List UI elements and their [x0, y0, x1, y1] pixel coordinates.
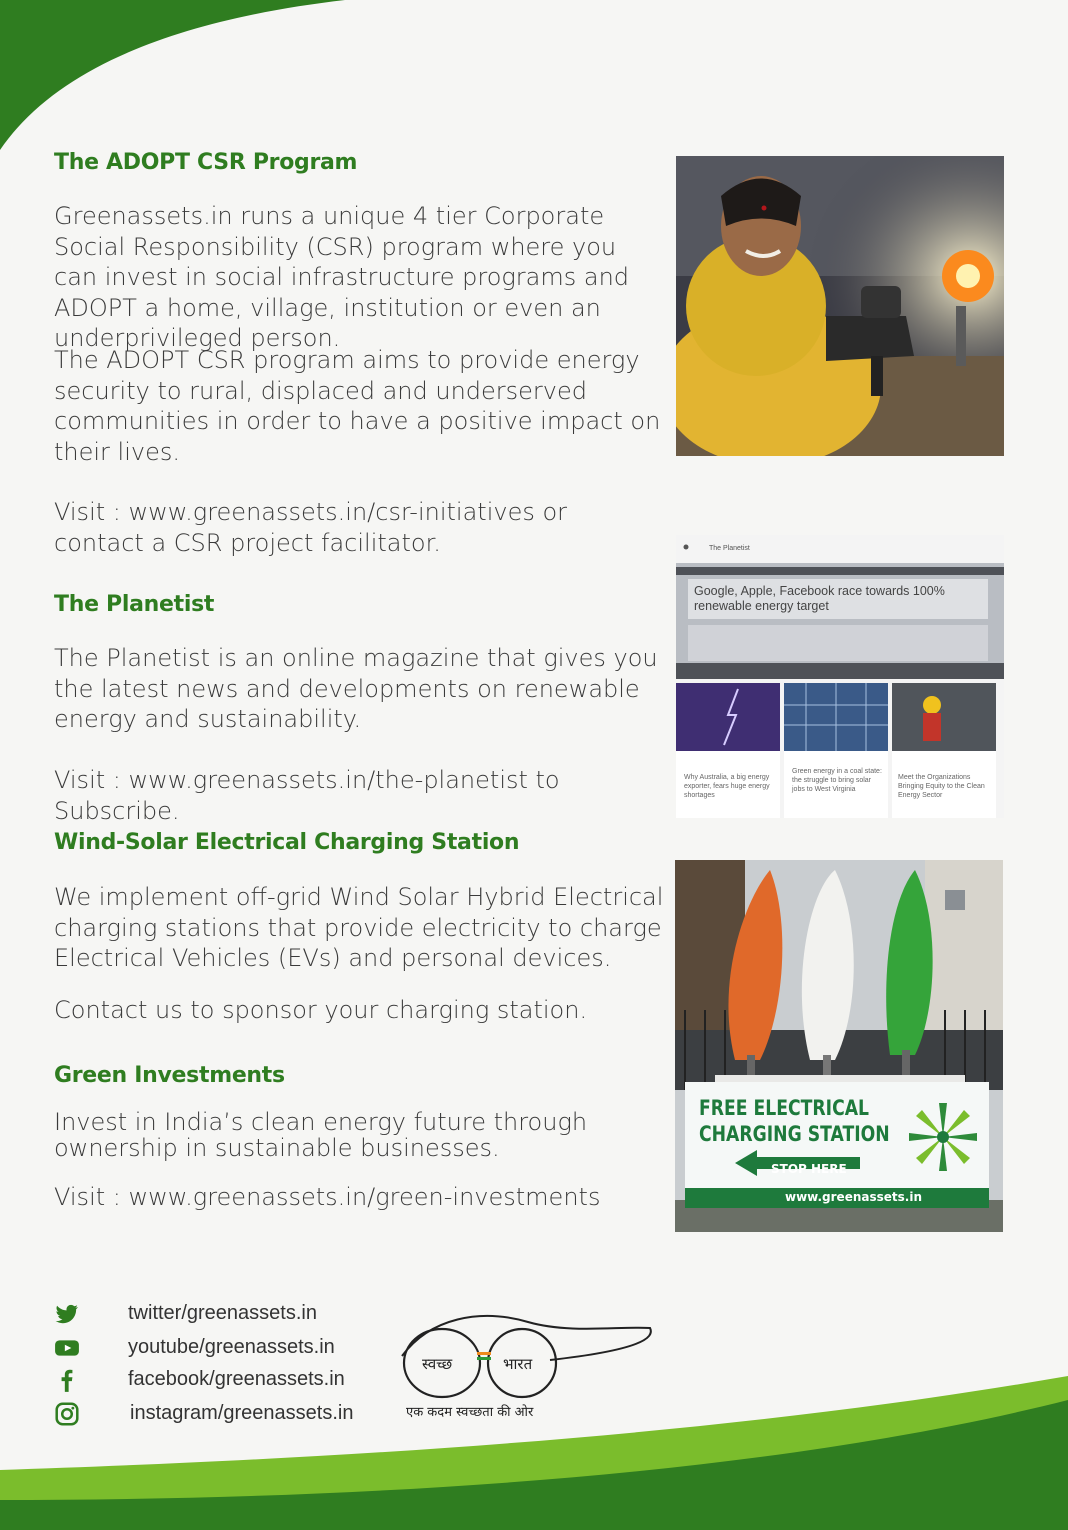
csr-paragraph-1: Greenassets.in runs a unique 4 tier Corporate Social Responsibility (CSR) program where you can invest in social infrastructure programs and ADOPT a home, village, institution or even an underprivileged person. [54, 202, 630, 352]
swachh-bharat-logo [400, 1308, 655, 1426]
twitter-label[interactable]: twitter/greenassets.in [128, 1302, 317, 1324]
social-facebook[interactable] [54, 1366, 345, 1394]
csr-woman-photo [676, 156, 1004, 456]
planetist-site-name: The Planetist [709, 545, 750, 552]
planetist-card-2: Green energy in a coal state: the struggle to bring solar jobs to West Virginia [792, 768, 882, 793]
social-instagram[interactable] [54, 1400, 354, 1428]
charging-sign-line-1: FREE ELECTRICAL [699, 1096, 870, 1120]
charging-sign-arrow-text: STOP HERE [771, 1162, 847, 1176]
planetist-visit-paragraph: Visit : www.greenassets.in/the-planetist to Subscribe. [54, 766, 560, 825]
facebook-icon [54, 1367, 80, 1393]
youtube-icon [54, 1335, 80, 1361]
youtube-label[interactable]: youtube/greenassets.in [128, 1336, 335, 1358]
swachh-right-lens-text: भारत [503, 1355, 533, 1373]
charging-paragraph-1: We implement off-grid Wind Solar Hybrid Electrical charging stations that provide electricity to charge Electrical Vehicles (EVs) and personal devices. [54, 883, 664, 972]
csr-paragraph-2: The ADOPT CSR program aims to provide energy security to rural, displaced and underserved communities in order to have a positive impact on their lives. [54, 346, 661, 466]
section-heading-green-investments: Green Investments [54, 1063, 285, 1088]
twitter-icon [54, 1301, 80, 1327]
charging-sign-url: www.greenassets.in [785, 1190, 922, 1204]
swachh-tagline: एक कदम स्वच्छता की ओर [406, 1405, 534, 1420]
planetist-card-1: Why Australia, a big energy exporter, fears huge energy shortages [684, 774, 770, 799]
planetist-paragraph-1: The Planetist is an online magazine that gives you the latest news and developments on renewable energy and sustainability. [54, 644, 658, 733]
instagram-icon [54, 1401, 80, 1427]
section-heading-planetist: The Planetist [54, 592, 215, 617]
planetist-screenshot [676, 535, 1004, 818]
social-twitter[interactable] [54, 1300, 317, 1328]
section-heading-csr: The ADOPT CSR Program [54, 150, 358, 175]
charging-sign-line-2: CHARGING STATION [699, 1122, 890, 1146]
planetist-headline: Google, Apple, Facebook race towards 100% renewable energy target [694, 584, 945, 613]
investments-visit-paragraph: Visit : www.greenassets.in/green-investments [54, 1183, 601, 1211]
investments-paragraph-1: Invest in India’s clean energy future through ownership in sustainable businesses. [54, 1108, 588, 1162]
planetist-card-3: Meet the Organizations Bringing Equity to the Clean Energy Sector [898, 774, 985, 799]
charging-paragraph-2: Contact us to sponsor your charging station. [54, 996, 588, 1024]
charging-station-photo [675, 860, 1003, 1232]
csr-visit-paragraph: Visit : www.greenassets.in/csr-initiatives or contact a CSR project facilitator. [54, 498, 568, 557]
instagram-label[interactable]: instagram/greenassets.in [130, 1402, 354, 1424]
swachh-left-lens-text: स्वच्छ [422, 1355, 453, 1373]
facebook-label[interactable]: facebook/greenassets.in [128, 1368, 345, 1390]
section-heading-charging-station: Wind-Solar Electrical Charging Station [54, 830, 520, 855]
social-youtube[interactable] [54, 1334, 335, 1362]
